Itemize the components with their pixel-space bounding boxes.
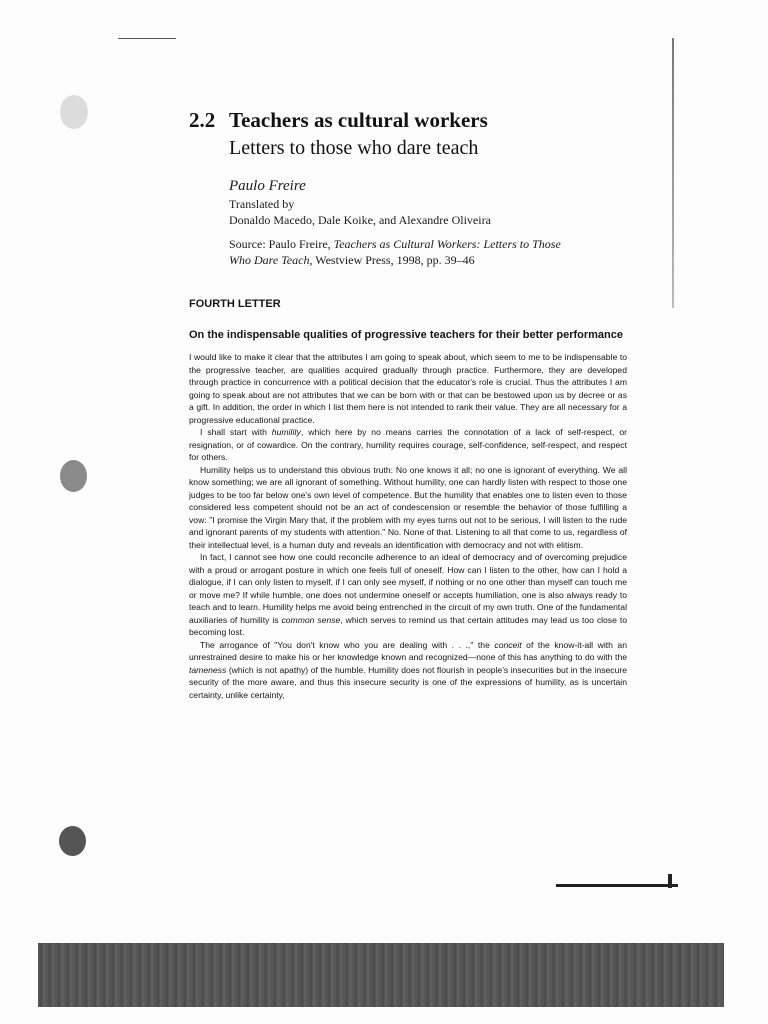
emphasis-humility: humility — [271, 427, 301, 437]
paragraph-5 — [189, 639, 627, 702]
translated-by-label: Translated by — [229, 197, 295, 211]
emphasis-conceit: conceit — [494, 639, 522, 650]
punch-hole-middle — [60, 460, 87, 492]
scan-mark-bottom — [556, 884, 678, 887]
paragraph-4 — [189, 551, 627, 639]
paragraph-1: I would like to make it clear that the attributes I am going to speak about, which seem to me to be indispensable to the progressive teacher, are qualities acquired gradually through practice. Furthermore, they are developed through practice in concurrence with a political decision that the educator's role is crucial. Thus the attributes I am going to speak about are not attributes that we can be born with or that can be bestowed upon us by decree or as a gift. In addition, the order in which I list them here is not intended to rank their value. They are all necessary for a progressive educational practice. — [189, 352, 627, 425]
letter-heading: FOURTH LETTER — [189, 298, 281, 310]
text-run: In fact, I cannot see how one could reconcile adherence to an ideal of democracy and of overcoming prejudice with a proud or arrogant posture in which one feels full of oneself. How can I listen to the other, how can I hold a dialogue, if I can only listen to myself, if I can only see myself, if nothing or no one other than myself can touch me or move me? If while humble, one does not undermine oneself or accepts humiliation, one is also always ready to teach and to learn. Humility helps me avoid being entrenched in the circuit of my own truth. One of the fundamental auxiliaries of humility is — [189, 552, 627, 625]
scan-mark-bottom-tick — [668, 874, 672, 888]
author-name: Paulo Freire — [229, 178, 306, 194]
chapter-subtitle: Letters to those who dare teach — [229, 137, 479, 159]
chapter-number: 2.2 — [189, 108, 216, 132]
scan-mark-right — [672, 38, 674, 308]
source-citation — [229, 236, 659, 268]
source-suffix: , Westview Press, 1998, pp. 39–46 — [309, 253, 475, 267]
chapter-title-row — [189, 106, 659, 134]
text-run: (which is not apathy) of the humble. Humility does not flourish in people's insecurities but in the insecure security of the more aware, and thus this insecure security is one of the expressions of humility, as is uncertain certainty, unlike certainty, — [189, 664, 627, 700]
scanner-shadow-band — [38, 943, 724, 1007]
source-book-title: Teachers as Cultural Workers: Letters to Those — [333, 237, 561, 251]
section-heading: On the indispensable qualities of progressive teachers for their better performance — [189, 329, 624, 341]
letter-body — [189, 298, 627, 701]
text-run: The arrogance of "You don't know who you are dealing with . . .," the — [200, 639, 495, 650]
emphasis-tameness: tameness — [189, 664, 227, 675]
paragraph-2 — [189, 426, 627, 464]
text-run: of the know-it-all with an unrestrained desire to make his or her knowledge known and recognized—none of this has anything to do with the — [189, 639, 627, 662]
translators: Donaldo Macedo, Dale Koike, and Alexandre Oliveira — [229, 213, 491, 227]
punch-hole-bottom — [59, 826, 86, 856]
paragraph-3: Humility helps us to understand this obvious truth: No one knows it all; no one is ignorant of everything. We all know something; we are all ignorant of something. Without humility, one can hardly listen with respect to those one judges to be too far below one's own level of competence. But the humility that enables one to listen even to those considered less competent should not be an act of condescension or resemble the behavior of those fulfilling a vow: "I promise the Virgin Mary that, if the problem with my eyes turns out not to be serious, I will listen to the rude and ignorant parents of my students with attention." No. None of that. Listening to all that come to us, regardless of their intellectual level, is a human duty and reveals an identification with democracy and not with elitism. — [189, 464, 627, 550]
punch-hole-top — [60, 95, 88, 129]
emphasis-common-sense: common sense — [281, 614, 341, 625]
text-run: , which here by no means carries the connotation of a lack of self-respect, or resignation, or of cowardice. On the contrary, humility requires courage, self-confidence, self-respect, and respect for others. — [189, 427, 627, 462]
source-book-title-cont: Who Dare Teach — [229, 253, 310, 267]
chapter-header — [189, 106, 659, 268]
source-prefix: Source: Paulo Freire, — [229, 237, 334, 251]
chapter-title: Teachers as cultural workers — [229, 108, 488, 132]
scan-mark-top — [118, 38, 176, 39]
text-run: , which serves to remind us that certain attitudes may lead us too close to becoming lost. — [189, 614, 627, 637]
text-run: I shall start with — [200, 427, 272, 437]
